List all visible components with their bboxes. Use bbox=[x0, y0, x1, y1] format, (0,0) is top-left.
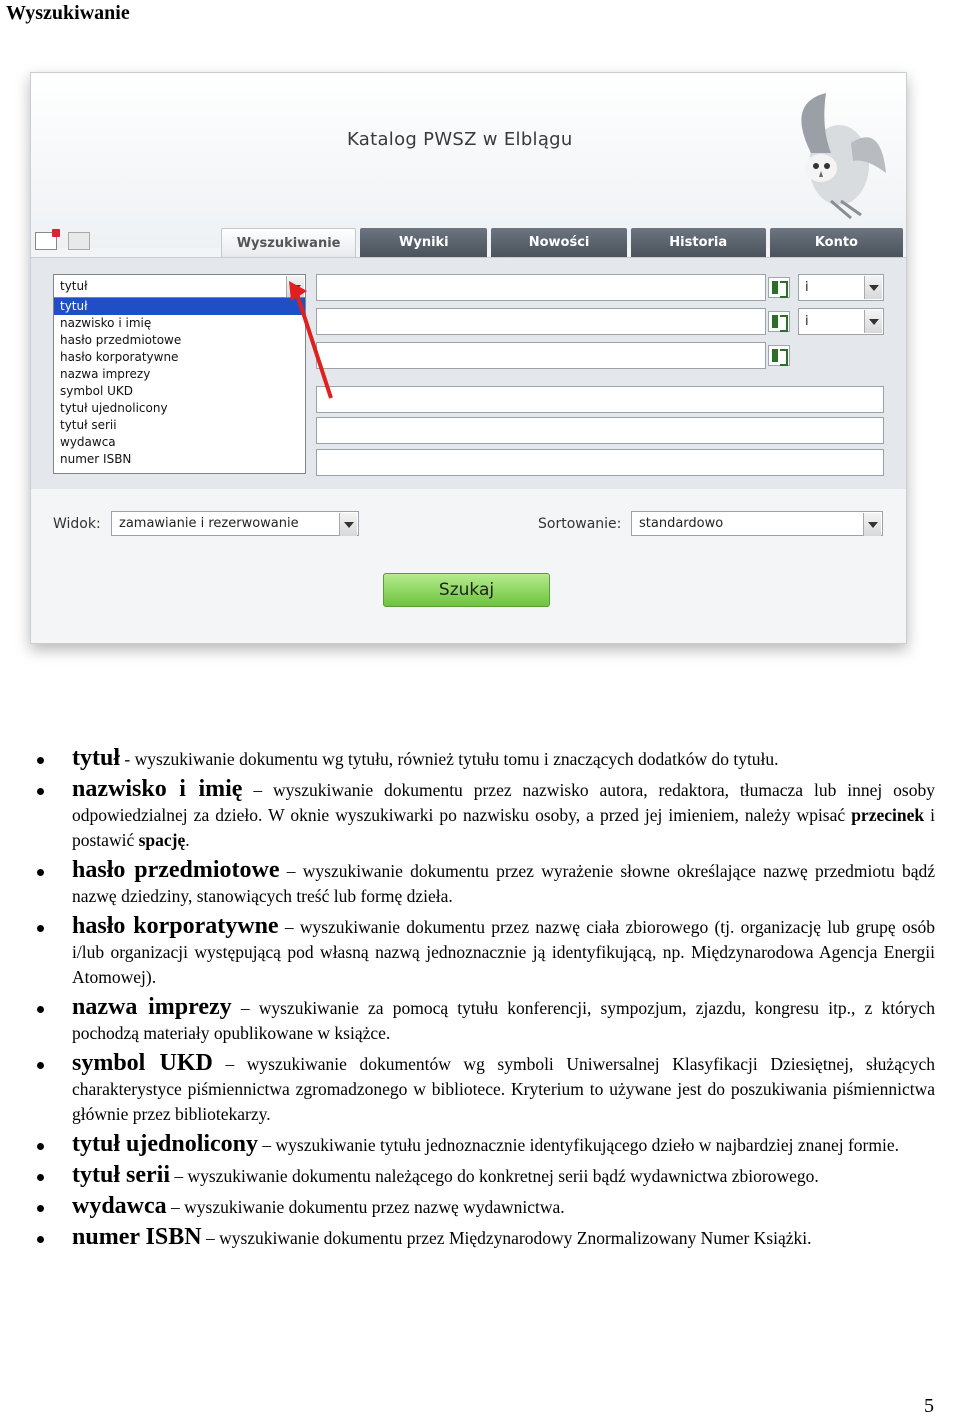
search-input-3[interactable] bbox=[316, 342, 766, 369]
description: – wyszukiwanie dokumentów wg symboli Uniwersalnej Klasyfikacji Dziesiętnej, służących charakterystyce piśmiennictwa zgromadzonego w bibliotece. Kryterium to używane jest do poszukiwania piśmiennictwa głównie przez bibliotekarzy. bbox=[72, 1054, 936, 1124]
filter-input-2[interactable] bbox=[316, 417, 884, 444]
term: symbol UKD bbox=[72, 1050, 213, 1076]
tab-account[interactable]: Konto bbox=[770, 228, 903, 257]
option-series[interactable]: tytuł serii bbox=[60, 418, 117, 432]
search-field-options bbox=[54, 298, 305, 468]
chevron-down-icon[interactable] bbox=[339, 513, 357, 536]
description: – wyszukiwanie za pomocą tytułu konferencji, sympozjum, zjazdu, kongresu itp., z których pochodzą materiały opublikowane w książce. bbox=[72, 998, 935, 1043]
description: – wyszukiwanie dokumentu przez wyrażenie słowne określające nazwę przedmiotu bądź nazwę dziedziny, stanowiących treść lub formę dzieła. bbox=[72, 861, 935, 906]
chevron-down-icon[interactable] bbox=[864, 276, 882, 299]
list-item bbox=[72, 858, 935, 909]
tab-results[interactable]: Wyniki bbox=[360, 228, 487, 257]
description: . bbox=[185, 830, 190, 850]
tab-bar bbox=[221, 228, 903, 257]
operator-select-2[interactable]: i bbox=[798, 308, 884, 335]
list-item bbox=[72, 1225, 935, 1251]
index-browse-icon[interactable] bbox=[768, 345, 790, 366]
description-bold: przecinek bbox=[851, 805, 925, 825]
term: nazwisko i imię bbox=[72, 776, 243, 802]
description: – wyszukiwanie tytułu jednoznacznie identyfikującego dzieło w najbardziej znanej formie. bbox=[258, 1135, 899, 1155]
search-input-1[interactable] bbox=[316, 274, 766, 301]
description: – wyszukiwanie dokumentu przez nazwisko autora, redaktora, tłumacza lub innej osoby odpowiedzialnej za dzieło. W oknie wyszukiwarki po nazwisku osoby, a przed jej imieniem, należy wpisać bbox=[72, 780, 935, 825]
list-item bbox=[72, 746, 935, 772]
option-subject[interactable]: hasło przedmiotowe bbox=[60, 333, 182, 347]
list-item bbox=[72, 777, 935, 853]
tab-search[interactable]: Wyszukiwanie bbox=[221, 228, 356, 257]
definition-list bbox=[72, 746, 935, 1251]
term: tytuł ujednolicony bbox=[72, 1131, 259, 1157]
option-corporate[interactable]: hasło korporatywne bbox=[60, 350, 179, 364]
view-label: Widok: bbox=[53, 516, 101, 532]
index-browse-icon[interactable] bbox=[768, 311, 790, 332]
chevron-down-icon[interactable] bbox=[863, 513, 881, 536]
chevron-down-icon[interactable] bbox=[864, 310, 882, 333]
page-number: 5 bbox=[924, 1395, 934, 1417]
description: i postawić bbox=[72, 805, 935, 850]
tab-new[interactable]: Nowości bbox=[491, 228, 626, 257]
owl-logo-icon bbox=[781, 83, 891, 223]
list-item bbox=[72, 1163, 935, 1189]
search-row-2 bbox=[316, 308, 884, 335]
toolbar-icons bbox=[35, 232, 96, 254]
catalog-header bbox=[31, 73, 906, 248]
term: hasło przedmiotowe bbox=[72, 857, 280, 883]
filter-input-3[interactable] bbox=[316, 449, 884, 476]
list-item bbox=[72, 995, 935, 1046]
catalog-screenshot bbox=[30, 72, 907, 644]
operator-select-1[interactable]: i bbox=[798, 274, 884, 301]
mail-icon[interactable] bbox=[35, 232, 57, 250]
search-field-dropdown[interactable] bbox=[53, 274, 306, 474]
term: tytuł bbox=[72, 745, 120, 771]
list-item bbox=[72, 914, 935, 990]
sort-label: Sortowanie: bbox=[538, 516, 622, 532]
list-item bbox=[72, 1194, 935, 1220]
search-input-2[interactable] bbox=[316, 308, 766, 335]
description: - wyszukiwanie dokumentu wg tytułu, również tytułu tomu i znaczących dodatków do tytułu. bbox=[120, 749, 779, 769]
option-name[interactable]: nazwisko i imię bbox=[60, 316, 152, 330]
option-isbn[interactable]: numer ISBN bbox=[60, 452, 132, 466]
catalog-title: Katalog PWSZ w Elblągu bbox=[347, 129, 573, 150]
term: numer ISBN bbox=[72, 1224, 202, 1250]
search-field-current[interactable]: tytuł bbox=[54, 275, 305, 298]
term: hasło korporatywne bbox=[72, 913, 279, 939]
description: – wyszukiwanie dokumentu należącego do konkretnej serii bądź wydawnictwa zbiorowego. bbox=[169, 1166, 819, 1186]
term: tytuł serii bbox=[72, 1162, 170, 1188]
option-ukd[interactable]: symbol UKD bbox=[60, 384, 134, 398]
option-uniform-title[interactable]: tytuł ujednolicony bbox=[60, 401, 168, 415]
option-publisher[interactable]: wydawca bbox=[60, 435, 116, 449]
annotation-arrow-icon bbox=[281, 273, 341, 403]
term: nazwa imprezy bbox=[72, 994, 232, 1020]
page-heading: Wyszukiwanie bbox=[6, 2, 130, 24]
list-item bbox=[72, 1051, 935, 1127]
search-row-1 bbox=[316, 274, 884, 301]
option-event[interactable]: nazwa imprezy bbox=[60, 367, 151, 381]
description: – wyszukiwanie dokumentu przez nazwę ciała zbiorowego (tj. organizację lub grupę osób i/lub organizacji występującą pod własną nazwą jednoznacznie ją identyfikującą, np. Międzynarodowa Agencja Energii Atomowej). bbox=[72, 917, 936, 987]
tab-history[interactable]: Historia bbox=[631, 228, 766, 257]
index-browse-icon[interactable] bbox=[768, 277, 790, 298]
list-item bbox=[72, 1132, 935, 1158]
sort-select[interactable]: standardowo bbox=[631, 511, 883, 536]
view-select[interactable]: zamawianie i rezerwowanie bbox=[111, 511, 359, 536]
print-icon[interactable] bbox=[68, 232, 90, 250]
description: – wyszukiwanie dokumentu przez nazwę wydawnictwa. bbox=[166, 1197, 565, 1217]
term: wydawca bbox=[72, 1193, 167, 1219]
search-button[interactable]: Szukaj bbox=[383, 573, 550, 607]
option-title[interactable]: tytuł bbox=[54, 298, 305, 315]
description: – wyszukiwanie dokumentu przez Międzynarodowy Znormalizowany Numer Książki. bbox=[201, 1228, 812, 1248]
filter-input-1[interactable] bbox=[316, 386, 884, 413]
search-row-3 bbox=[316, 342, 884, 369]
description-bold: spację bbox=[138, 830, 186, 850]
